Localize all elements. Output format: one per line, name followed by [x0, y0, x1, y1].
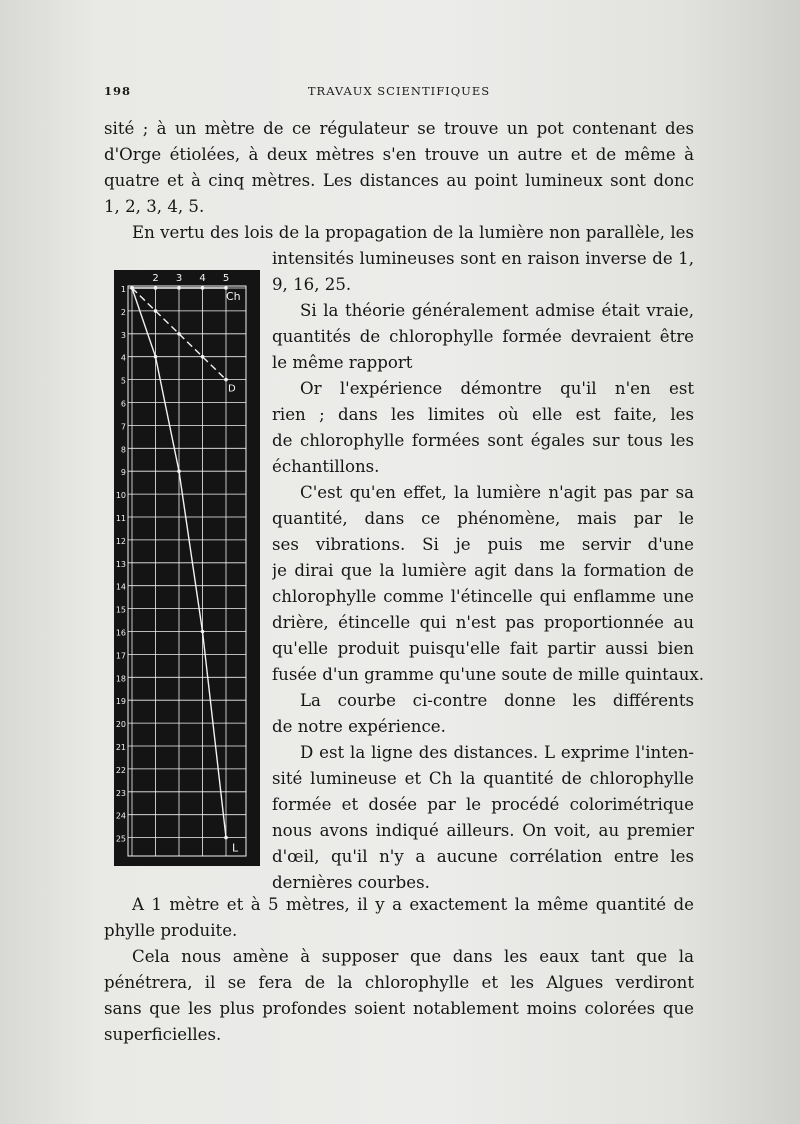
data-point: [224, 836, 228, 840]
y-tick-label: 6: [120, 399, 126, 409]
text-line: La courbe ci-contre donne les différents: [300, 691, 694, 710]
x-tick-label: 2: [152, 273, 159, 284]
x-tick-label: 3: [175, 273, 183, 284]
paragraph-3: [272, 298, 694, 376]
data-point: [224, 378, 228, 382]
text-line: D est la ligne des distances. L exprime l'inten-: [300, 743, 694, 762]
y-tick-label: 20: [115, 720, 126, 730]
x-tick-label: 5: [222, 273, 230, 284]
text-line: C'est qu'en effet, la lumière n'agit pas par sa: [300, 483, 694, 502]
paragraph-7: [272, 740, 694, 896]
y-tick-label: 17: [115, 651, 126, 661]
y-tick-label: 12: [115, 536, 126, 546]
y-tick-label: 16: [115, 628, 126, 638]
text-line: ses vibrations. Si je puis me servir d'une: [272, 535, 694, 554]
text-line: quantités de chlorophylle formée devraient être: [272, 327, 694, 346]
data-point: [130, 286, 134, 290]
text-line: chlorophylle comme l'étincelle qui enflamme une: [272, 587, 694, 606]
y-tick-label: 2: [120, 307, 126, 317]
text-line: le même rapport: [272, 353, 413, 372]
data-point: [201, 355, 205, 359]
figure-plot: [114, 270, 260, 866]
y-tick-label: 4: [120, 353, 126, 363]
paragraph-9: [104, 944, 694, 1048]
text-line: fusée d'un gramme qu'une soute de mille quintaux.: [272, 665, 705, 684]
data-point: [201, 630, 205, 634]
paragraph-2-first-line: [132, 220, 694, 246]
text-line: de chlorophylle formées sont égales sur tous les: [272, 431, 694, 450]
data-point: [154, 355, 158, 359]
text-line: je dirai que la lumière agit dans la formation de: [272, 561, 694, 580]
data-point: [177, 286, 181, 290]
y-tick-label: 9: [120, 468, 126, 478]
text-line: rien ; dans les limites où elle est faite, les: [272, 405, 694, 424]
text-line: qu'elle produit puisqu'elle fait partir aussi bien: [272, 639, 694, 658]
text-line: A 1 mètre et à 5 mètres, il y a exactement la même quantité de: [132, 895, 694, 914]
curve-label-d: D: [228, 383, 236, 395]
text-line: drière, étincelle qui n'est pas proportionnée au: [272, 613, 694, 632]
figure-grid: [128, 286, 246, 856]
text-line: échantillons.: [272, 457, 380, 476]
paragraph-8: [104, 892, 694, 944]
y-tick-label: 7: [120, 422, 126, 432]
data-point: [177, 469, 181, 473]
y-tick-label: 18: [115, 674, 126, 684]
y-tick-label: 1: [120, 285, 126, 294]
y-tick-label: 15: [115, 605, 126, 615]
y-tick-label: 8: [120, 445, 126, 455]
text-line: phylle produite.: [104, 921, 238, 940]
y-tick-label: 10: [115, 491, 126, 501]
paragraph-6: [272, 688, 694, 740]
text-line: Or l'expérience démontre qu'il n'en est: [300, 379, 694, 398]
y-tick-label: 3: [120, 330, 126, 340]
y-tick-label: 25: [115, 834, 126, 844]
text-line: de notre expérience.: [272, 717, 446, 736]
text-line: quantité, dans ce phénomène, mais par le: [272, 509, 694, 528]
text-line: Si la théorie généralement admise était vraie,: [300, 301, 694, 320]
data-point: [154, 286, 158, 290]
text-line: sité lumineuse et Ch la quantité de chlorophylle: [272, 769, 694, 788]
data-point: [154, 309, 158, 313]
text-line: d'œil, qu'il n'y a aucune corrélation entre les: [272, 847, 694, 866]
y-tick-label: 19: [115, 697, 126, 707]
data-point: [201, 286, 205, 290]
paragraph-5: [272, 480, 705, 688]
curve-label-ch: Ch: [226, 290, 241, 303]
y-tick-label: 5: [120, 376, 126, 386]
text-line: sité ; à un mètre de ce régulateur se trouve un pot contenant des: [104, 119, 694, 138]
text-line: Cela nous amène à supposer que dans les eaux tant que la: [132, 947, 694, 966]
text-line: superficielles.: [104, 1025, 222, 1044]
distance-intensity-figure: [114, 270, 260, 866]
data-point: [177, 332, 181, 336]
y-tick-label: 13: [115, 559, 126, 569]
text-line: sans que les plus profondes soient notablement moins colorées que: [104, 999, 694, 1018]
curve-label-l: L: [232, 841, 239, 855]
text-line: quatre et à cinq mètres. Les distances au point lumineux sont donc: [104, 171, 694, 190]
text-line: 1, 2, 3, 4, 5.: [104, 197, 205, 216]
y-tick-label: 23: [115, 788, 126, 798]
x-tick-label: 4: [199, 273, 206, 284]
text-line: 9, 16, 25.: [272, 275, 352, 294]
text-line: En vertu des lois de la propagation de la lumière non parallèle, les: [132, 223, 694, 242]
running-title: TRAVAUX SCIENTIFIQUES: [307, 84, 491, 98]
text-line: intensités lumineuses sont en raison inverse de 1,: [272, 249, 694, 268]
y-tick-label: 14: [115, 582, 126, 592]
y-tick-label: 24: [115, 811, 126, 821]
text-line: dernières courbes.: [272, 873, 430, 892]
y-tick-label: 22: [115, 765, 126, 775]
figure-labels: [116, 273, 241, 855]
text-line: nous avons indiqué ailleurs. On voit, au premier: [272, 821, 694, 840]
grid-frame: [128, 286, 246, 856]
y-tick-label: 11: [115, 514, 126, 523]
text-line: formée et dosée par le procédé colorimétrique: [272, 795, 694, 814]
text-line: d'Orge étiolées, à deux mètres s'en trouve un autre et de même à: [104, 145, 694, 164]
paragraph-1: [104, 116, 694, 220]
paragraph-4: [272, 376, 694, 480]
page-number: 198: [104, 84, 132, 98]
y-tick-label: 21: [115, 743, 126, 752]
text-line: pénétrera, il se fera de la chlorophylle et les Algues verdiront: [104, 973, 694, 992]
paragraph-2-side: [272, 246, 694, 298]
